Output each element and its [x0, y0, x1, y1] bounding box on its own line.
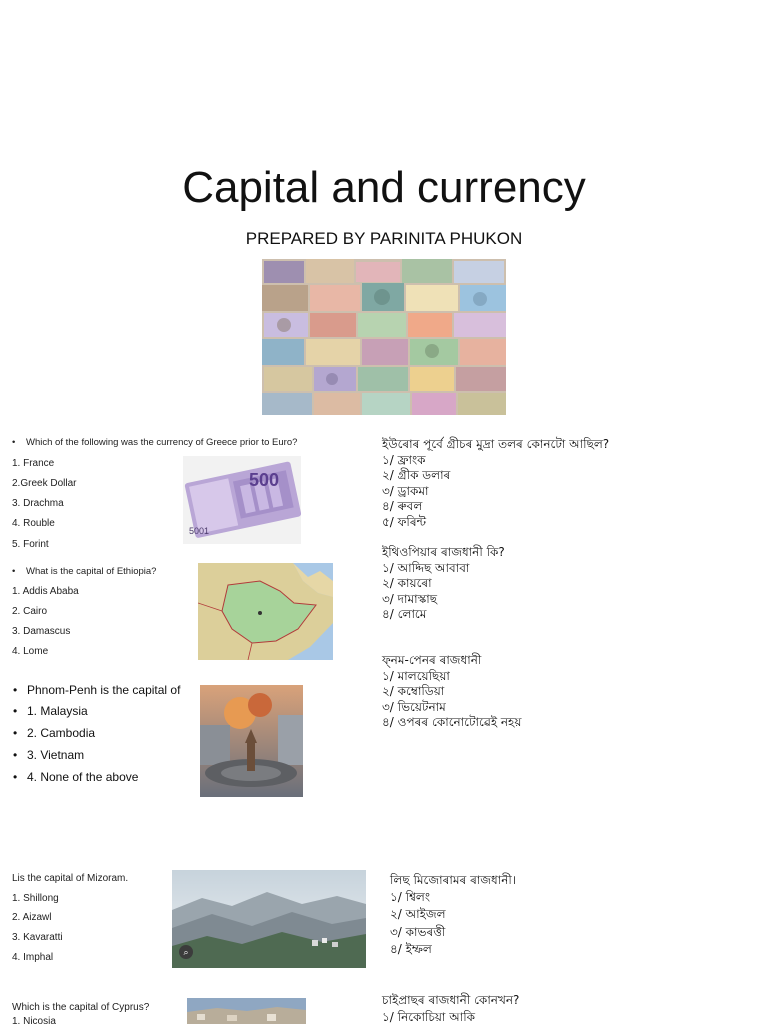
q3-assamese-option: ৪/ ওপৰৰ কোনোটোৱেই নহয়	[382, 715, 522, 729]
mizoram-landscape-graphic	[172, 870, 366, 968]
q1-assamese-option: ৩/ ড্ৰাকমা	[382, 484, 429, 498]
q3-option: • 1. Malaysia	[27, 704, 88, 718]
q5-assamese-option: ১/ নিকোচিয়া আকি	[382, 1010, 476, 1024]
q3-assamese-option: ১/ মালয়েছিয়া	[382, 669, 450, 683]
euro-banknote-graphic	[183, 456, 301, 544]
euro-banknote-image	[183, 456, 301, 544]
phnom-penh-photo	[200, 685, 303, 797]
q1-assamese-option: ৫/ ফৰিন্ট	[382, 515, 427, 529]
q4-assamese-option: ৩/ কাভৰত্তী	[390, 925, 446, 939]
q2-assamese-option: ৪/ লোমে	[382, 607, 427, 621]
q4-question: Lis the capital of Mizoram.	[12, 873, 129, 884]
nicosia-graphic	[187, 998, 306, 1024]
q1-option: 3. Drachma	[12, 498, 64, 509]
banknotes-collage-image	[262, 259, 506, 415]
q5-question: Which is the capital of Cyprus?	[12, 1002, 150, 1013]
q1-option: 5. Forint	[12, 539, 49, 550]
q2-assamese-option: ১/ আদ্দিছ আবাবা	[382, 561, 470, 575]
q1-assamese-option: ২/ গ্ৰীক ডলাৰ	[382, 468, 451, 482]
q1-assamese-option: ১/ ফ্ৰাংক	[382, 453, 426, 467]
q1-assamese-question: ইউৰোৰ পূৰ্বে গ্ৰীচৰ মুদ্ৰা তলৰ কোনটো আছিল?	[382, 437, 610, 451]
page-subtitle: PREPARED BY PARINITA PHUKON	[245, 229, 523, 248]
q4-assamese-question: লিছ মিজোৰামৰ ৰাজধানী।	[390, 873, 517, 887]
q4-option: 2. Aizawl	[12, 912, 52, 923]
mizoram-landscape-photo	[172, 870, 366, 968]
q2-assamese-question: ইথিওপিয়াৰ ৰাজধানী কি?	[382, 545, 505, 559]
q3-question: • Phnom-Penh is the capital of	[27, 683, 180, 697]
banknotes-collage-graphic	[262, 259, 506, 415]
q2-option: 1. Addis Ababa	[12, 586, 79, 597]
q3-assamese-option: ২/ কম্বোডিয়া	[382, 684, 445, 698]
q4-assamese-option: ১/ শ্বিলং	[390, 890, 431, 904]
q4-option: 4. Imphal	[12, 952, 54, 963]
q2-question: • What is the capital of Ethiopia?	[26, 566, 156, 578]
ethiopia-map-graphic	[198, 563, 333, 660]
q3-assamese-question: ফ্নম-পেনৰ ৰাজধানী	[382, 653, 482, 667]
q3-assamese-option: ৩/ ভিয়েটনাম	[382, 700, 446, 714]
banknote-value-text: 500	[249, 470, 280, 490]
q5-option: 1. Nicosia	[12, 1016, 56, 1027]
q2-assamese-option: ৩/ দামাস্কাছ	[382, 592, 437, 606]
q4-option: 1. Shillong	[12, 893, 59, 904]
nicosia-photo	[187, 998, 306, 1024]
q2-option: 4. Lome	[12, 646, 49, 657]
q1-question: • Which of the following was the currency of Greece prior to Euro?	[26, 437, 297, 449]
q4-assamese-option: ২/ আইজল	[390, 907, 446, 921]
q4-assamese-option: ৪/ ইম্ফল	[390, 942, 432, 956]
q3-option: • 2. Cambodia	[27, 726, 95, 740]
phnom-penh-graphic	[200, 685, 303, 797]
q4-option: 3. Kavaratti	[12, 932, 63, 943]
page-title: Capital and currency	[182, 163, 586, 212]
q5-assamese-question: চাইপ্ৰাছৰ ৰাজধানী কোনখন?	[382, 993, 520, 1007]
q1-option: 4. Rouble	[12, 518, 55, 529]
banknote-serial-text: 5001	[189, 526, 210, 536]
q2-option: 3. Damascus	[12, 626, 71, 637]
q2-assamese-option: ২/ কায়ৰো	[382, 576, 432, 590]
q3-option: • 3. Vietnam	[27, 748, 84, 762]
ethiopia-map-image	[198, 563, 333, 660]
q3-option: • 4. None of the above	[27, 770, 138, 784]
q1-option: 2.Greek Dollar	[12, 478, 77, 489]
q1-assamese-option: ৪/ ৰুবল	[382, 499, 423, 513]
q2-option: 2. Cairo	[12, 606, 48, 617]
q1-option: 1. France	[12, 458, 55, 469]
image-search-icon[interactable]: ⌕	[179, 945, 193, 959]
